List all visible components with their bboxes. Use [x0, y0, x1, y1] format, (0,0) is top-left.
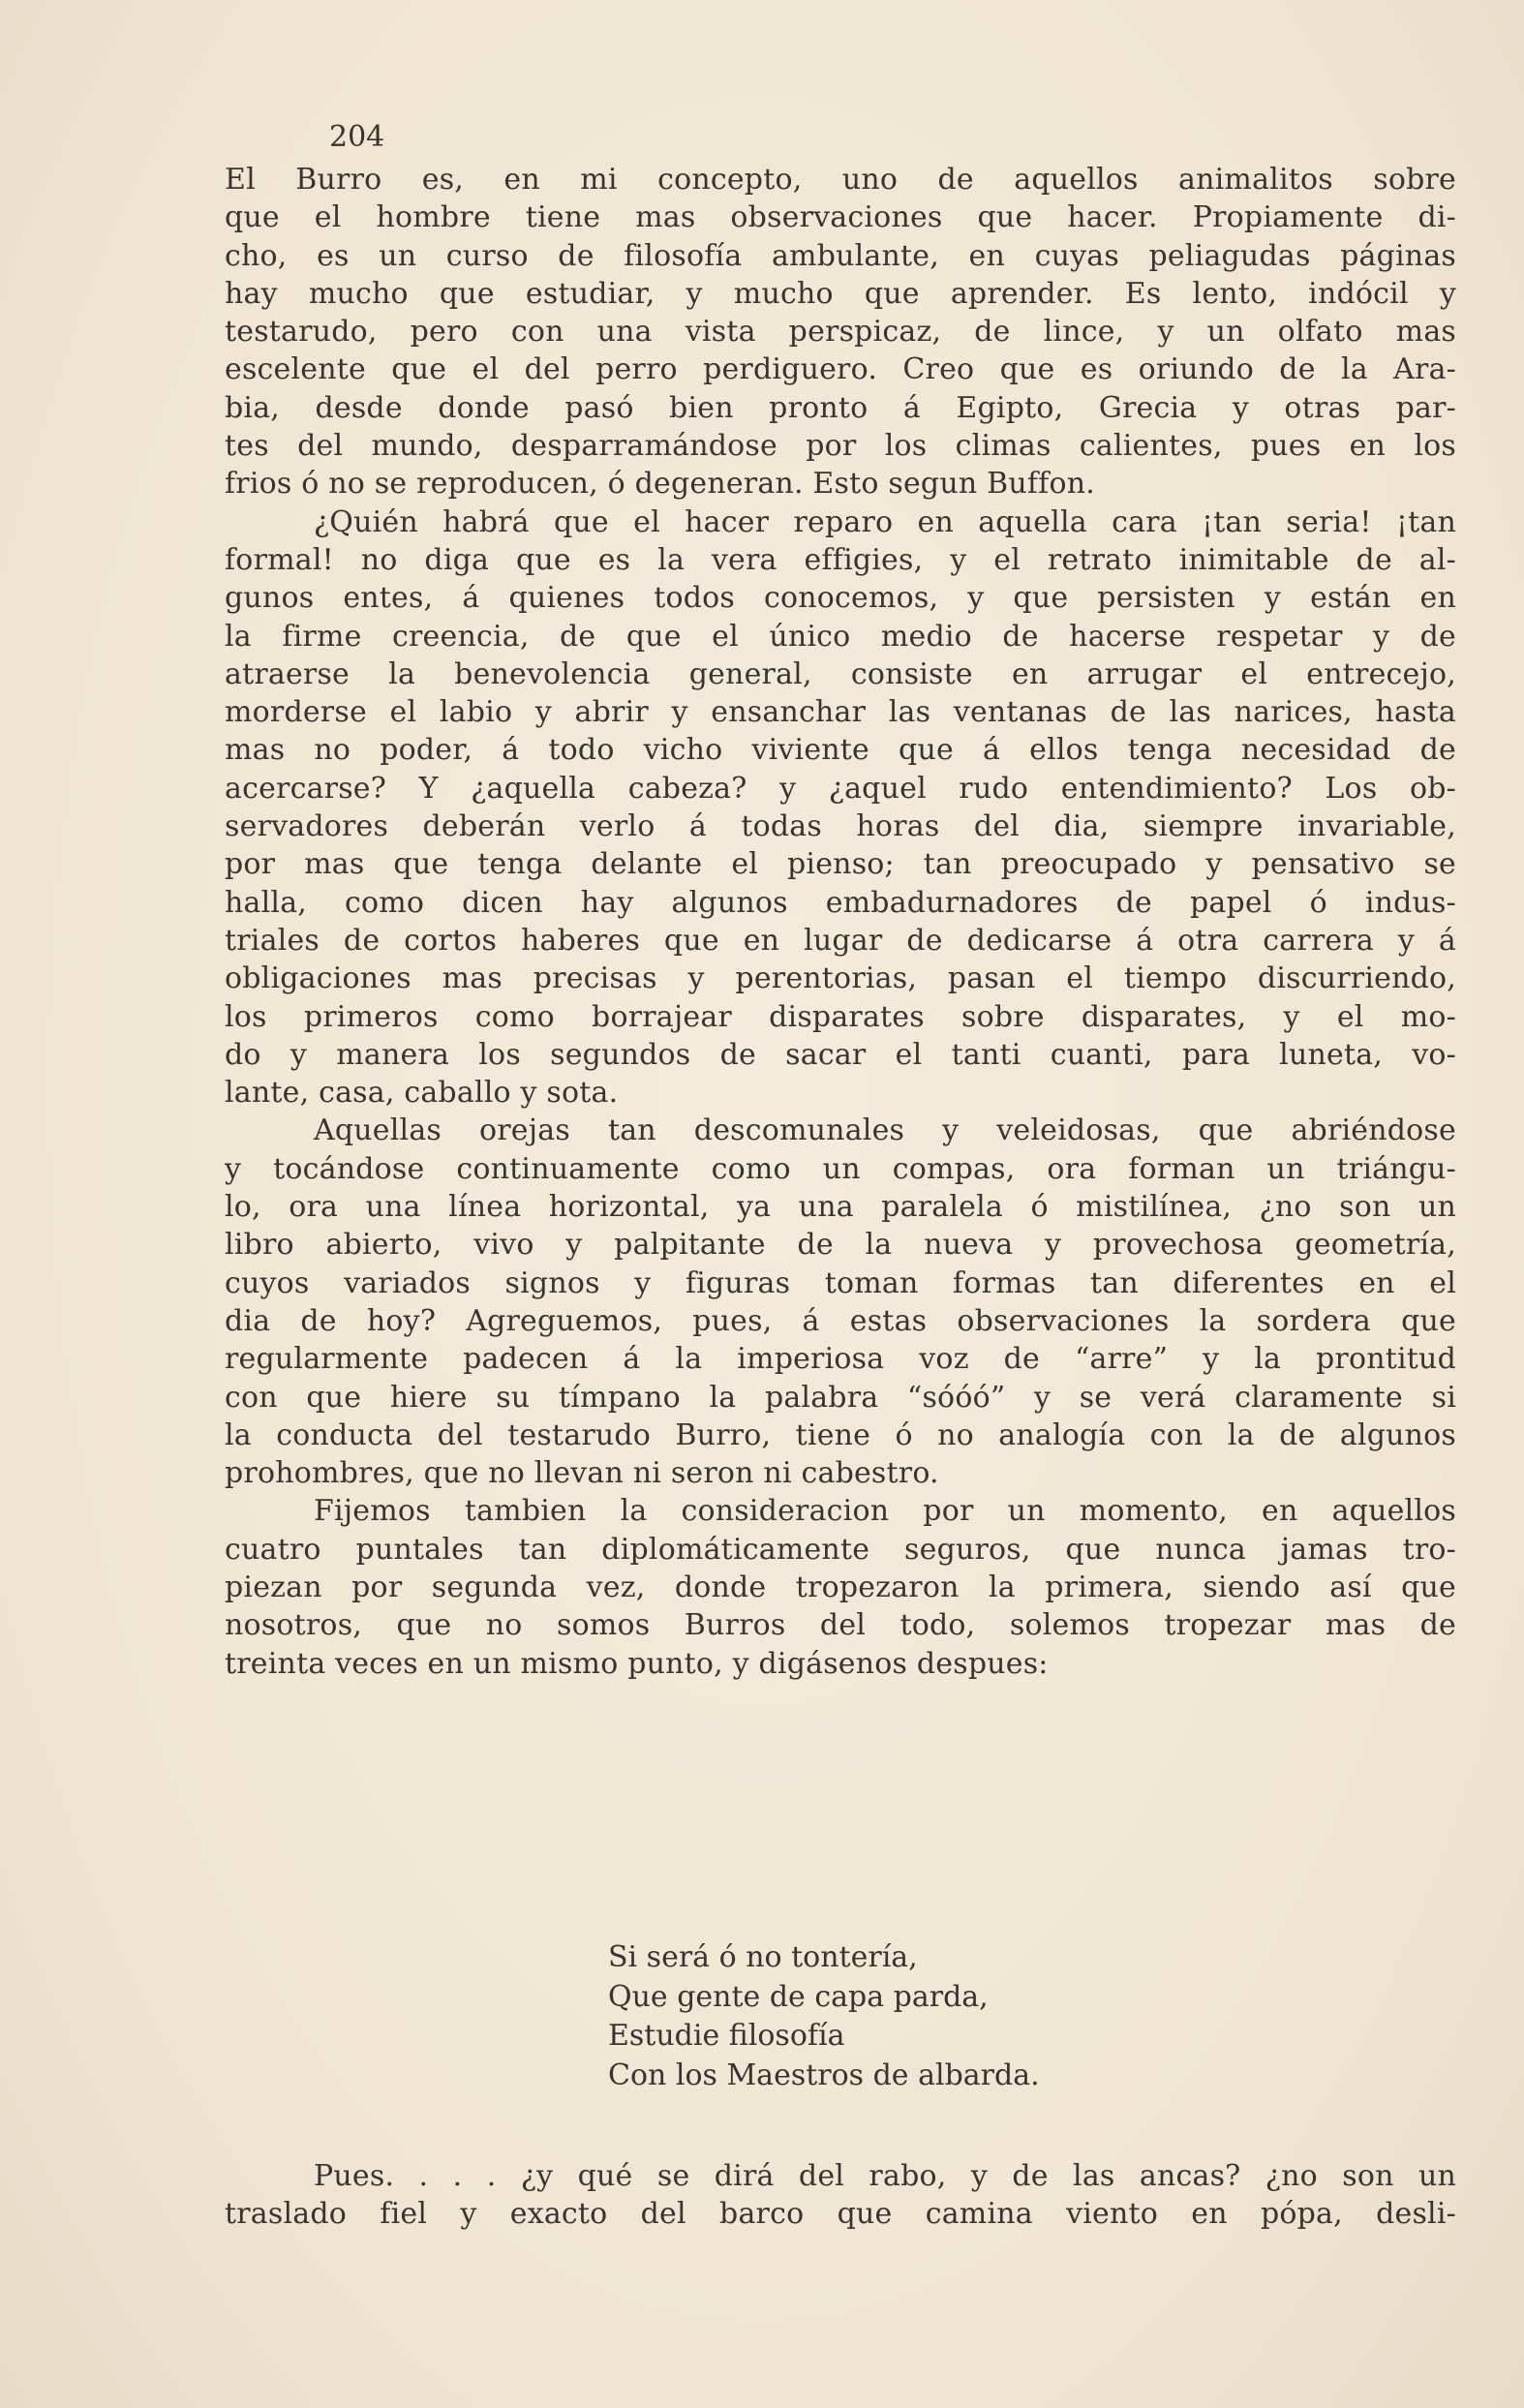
text-line: por mas que tenga delante el pienso; tan preocupado y pensativo se — [225, 847, 1456, 882]
verse-line: Con los Maestros de albarda. — [608, 2057, 1040, 2092]
page-number: 204 — [329, 120, 385, 154]
text-line: bia, desde donde pasó bien pronto á Egipto, Grecia y otras par- — [225, 390, 1456, 425]
text-line: obligaciones mas precisas y perentorias, pasan el tiempo discurriendo, — [225, 961, 1456, 996]
text-line: cuatro puntales tan diplomáticamente seguros, que nunca jamas tro- — [225, 1532, 1456, 1567]
body-text — [225, 161, 1456, 1683]
text-line: morderse el labio y abrir y ensanchar las ventanas de las narices, hasta — [225, 695, 1456, 730]
text-line: regularmente padecen á la imperiosa voz de “arre” y la prontitud — [225, 1342, 1456, 1377]
text-line: prohombres, que no llevan ni seron ni cabestro. — [225, 1456, 939, 1491]
text-line: traslado fiel y exacto del barco que camina viento en pópa, desli- — [225, 2197, 1456, 2232]
verse-quatrain — [608, 1938, 1040, 2095]
text-line: cho, es un curso de filosofía ambulante, en cuyas peliagudas páginas — [225, 238, 1456, 273]
continuing-text — [225, 2157, 1456, 2234]
text-line: la conducta del testarudo Burro, tiene ó no analogía con la de algunos — [225, 1417, 1456, 1452]
text-line: triales de cortos haberes que en lugar de dedicarse á otra carrera y á — [225, 923, 1456, 958]
text-line: ¿Quién habrá que el hacer reparo en aquella cara ¡tan seria! ¡tan — [314, 504, 1456, 539]
text-line: la firme creencia, de que el único medio de hacerse respetar y de — [225, 619, 1456, 654]
text-line: Pues. . . . ¿y qué se dirá del rabo, y de las ancas? ¿no son un — [314, 2159, 1456, 2193]
text-line: atraerse la benevolencia general, consiste en arrugar el entrecejo, — [225, 656, 1456, 691]
text-line: tes del mundo, desparramándose por los climas calientes, pues en los — [225, 429, 1456, 464]
text-line: treinta veces en un mismo punto, y digásenos despues: — [225, 1646, 1049, 1681]
text-line: do y manera los segundos de sacar el tanti cuanti, para luneta, vo- — [225, 1037, 1456, 1072]
verse-line: Estudie filosofía — [608, 2019, 845, 2053]
text-line: testarudo, pero con una vista perspicaz, de lince, y un olfato mas — [225, 315, 1456, 350]
text-line: dia de hoy? Agreguemos, pues, á estas observaciones la sordera que — [225, 1303, 1456, 1338]
text-line: piezan por segunda vez, donde tropezaron la primera, siendo así que — [225, 1570, 1456, 1604]
text-line: cuyos variados signos y figuras toman formas tan diferentes en el — [225, 1265, 1456, 1300]
text-line: nosotros, que no somos Burros del todo, solemos tropezar mas de — [225, 1608, 1456, 1643]
text-line: escelente que el del perro perdiguero. Creo que es oriundo de la Ara- — [225, 352, 1456, 387]
text-line: que el hombre tiene mas observaciones que hacer. Propiamente di- — [225, 200, 1456, 235]
text-line: acercarse? Y ¿aquella cabeza? y ¿aquel rudo entendimiento? Los ob- — [225, 771, 1456, 806]
text-line: lo, ora una línea horizontal, ya una paralela ó mistilínea, ¿no son un — [225, 1190, 1456, 1225]
text-line: Aquellas orejas tan descomunales y veleidosas, que abriéndose — [314, 1113, 1456, 1148]
text-line: y tocándose continuamente como un compas, ora forman un triángu- — [225, 1151, 1456, 1186]
verse-line: Si será ó no tontería, — [608, 1940, 918, 1974]
text-line: lante, casa, caballo y sota. — [225, 1076, 619, 1111]
text-line: El Burro es, en mi concepto, uno de aquellos animalitos sobre — [225, 163, 1456, 197]
text-line: los primeros como borrajear disparates sobre disparates, y el mo- — [225, 999, 1456, 1034]
text-line: gunos entes, á quienes todos conocemos, y que persisten y están en — [225, 581, 1456, 616]
verse-line: Que gente de capa parda, — [608, 1979, 989, 2014]
text-line: Fijemos tambien la consideracion por un momento, en aquellos — [314, 1494, 1456, 1529]
text-line: frios ó no se reproducen, ó degeneran. Esto segun Buffon. — [225, 467, 1095, 502]
text-line: servadores deberán verlo á todas horas del dia, siempre invariable, — [225, 809, 1456, 844]
text-line: con que hiere su tímpano la palabra “sóóó” y se verá claramente si — [225, 1380, 1456, 1415]
text-line: halla, como dicen hay algunos embadurnadores de papel ó indus- — [225, 885, 1456, 920]
text-line: libro abierto, vivo y palpitante de la nueva y provechosa geometría, — [225, 1228, 1456, 1263]
text-line: hay mucho que estudiar, y mucho que aprender. Es lento, indócil y — [225, 276, 1456, 311]
text-line: formal! no diga que es la vera effigies, y el retrato inimitable de al- — [225, 542, 1456, 577]
text-line: mas no poder, á todo vicho viviente que á ellos tenga necesidad de — [225, 733, 1456, 768]
